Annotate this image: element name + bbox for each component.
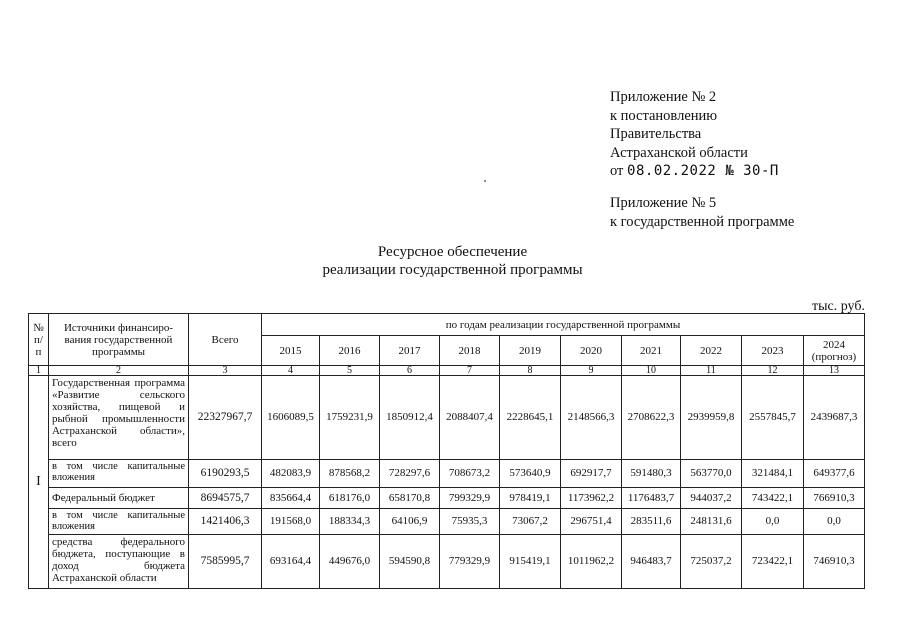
table-row [29, 376, 865, 460]
title-line: Ресурсное обеспечение [377, 244, 528, 260]
scan-speck [484, 180, 486, 182]
appendix-2-date-line [610, 162, 779, 181]
value-cell: 746910,3 [804, 535, 865, 589]
section-number: I [29, 376, 49, 589]
table-row [29, 488, 865, 509]
value-cell: 723422,1 [742, 535, 804, 589]
appendix-5-block [610, 194, 794, 231]
appendix-2-block [610, 88, 779, 181]
value-cell: 878568,2 [320, 460, 380, 488]
header-by-years: по годам реализации государственной программы [262, 314, 865, 336]
value-cell: 2708622,3 [622, 376, 681, 460]
resource-table [28, 313, 865, 589]
value-cell: 1176483,7 [622, 488, 681, 509]
col-number: 1 [29, 366, 49, 376]
value-cell: 1421406,3 [189, 509, 262, 535]
col-number: 4 [262, 366, 320, 376]
appendix-5-line: к государственной программе [610, 213, 795, 230]
units-label: тыс. руб. [812, 299, 865, 314]
appendix-2-line: Правительства [610, 126, 702, 142]
value-cell: 2557845,7 [742, 376, 804, 460]
value-cell: 743422,1 [742, 488, 804, 509]
value-cell: 7585995,7 [189, 535, 262, 589]
col-number: 9 [561, 366, 622, 376]
year-cell: 2017 [380, 336, 440, 366]
value-cell: 915419,1 [500, 535, 561, 589]
header-total: Всего [189, 314, 262, 366]
header-num: № п/п [29, 314, 49, 366]
appendix-2-line: Астраханской области [610, 144, 748, 161]
value-cell: 22327967,7 [189, 376, 262, 460]
row-label: Федеральный бюджет [49, 488, 189, 509]
value-cell: 978419,1 [500, 488, 561, 509]
col-number: 13 [804, 366, 865, 376]
value-cell: 0,0 [804, 509, 865, 535]
col-number: 11 [681, 366, 742, 376]
col-number: 7 [440, 366, 500, 376]
appendix-5-line: Приложение № 5 [610, 195, 717, 211]
appendix-2-line: к постановлению [610, 107, 718, 124]
row-label: средства федерального бюджета, поступающие в доход бюджета Астраханской области [49, 535, 189, 589]
value-cell: 946483,7 [622, 535, 681, 589]
value-cell: 779329,9 [440, 535, 500, 589]
value-cell: 188334,3 [320, 509, 380, 535]
year-cell: 2023 [742, 336, 804, 366]
year-cell: 2019 [500, 336, 561, 366]
title-line: реализации государственной программы [322, 262, 583, 278]
value-cell: 2939959,8 [681, 376, 742, 460]
value-cell: 6190293,5 [189, 460, 262, 488]
col-number: 3 [189, 366, 262, 376]
year-cell: 2018 [440, 336, 500, 366]
value-cell: 649377,6 [804, 460, 865, 488]
year-cell: 2024 (прогноз) [804, 336, 865, 366]
value-cell: 708673,2 [440, 460, 500, 488]
col-number: 2 [49, 366, 189, 376]
value-cell: 2228645,1 [500, 376, 561, 460]
value-cell: 563770,0 [681, 460, 742, 488]
col-number: 12 [742, 366, 804, 376]
year-cell: 2015 [262, 336, 320, 366]
header-sources: Источники финансиро-вания государственной программы [49, 314, 189, 366]
value-cell: 766910,3 [804, 488, 865, 509]
value-cell: 0,0 [742, 509, 804, 535]
value-cell: 1011962,2 [561, 535, 622, 589]
value-cell: 658170,8 [380, 488, 440, 509]
value-cell: 75935,3 [440, 509, 500, 535]
value-cell: 2088407,4 [440, 376, 500, 460]
value-cell: 1759231,9 [320, 376, 380, 460]
value-cell: 728297,6 [380, 460, 440, 488]
appendix-2-line: Приложение № 2 [610, 89, 717, 105]
col-number: 5 [320, 366, 380, 376]
value-cell: 693164,4 [262, 535, 320, 589]
resolution-date-number: 08.02.2022 № 30-П [627, 163, 779, 179]
value-cell: 8694575,7 [189, 488, 262, 509]
value-cell: 692917,7 [561, 460, 622, 488]
col-number: 6 [380, 366, 440, 376]
value-cell: 1606089,5 [262, 376, 320, 460]
value-cell: 191568,0 [262, 509, 320, 535]
value-cell: 573640,9 [500, 460, 561, 488]
value-cell: 296751,4 [561, 509, 622, 535]
table-row [29, 509, 865, 535]
value-cell: 482083,9 [262, 460, 320, 488]
year-cell: 2022 [681, 336, 742, 366]
value-cell: 1850912,4 [380, 376, 440, 460]
table-row [29, 535, 865, 589]
value-cell: 799329,9 [440, 488, 500, 509]
value-cell: 64106,9 [380, 509, 440, 535]
value-cell: 248131,6 [681, 509, 742, 535]
value-cell: 283511,6 [622, 509, 681, 535]
value-cell: 594590,8 [380, 535, 440, 589]
value-cell: 449676,0 [320, 535, 380, 589]
value-cell: 618176,0 [320, 488, 380, 509]
header-row [29, 314, 865, 336]
column-numbers-row [29, 366, 865, 376]
value-cell: 321484,1 [742, 460, 804, 488]
col-number: 8 [500, 366, 561, 376]
year-cell: 2016 [320, 336, 380, 366]
row-label: в том числе капитальные вложения [49, 509, 189, 535]
row-label: Государственная программа «Развитие сельского хозяйства, пищевой и рыбной промышленности Астраханской области», всего [49, 376, 189, 460]
col-number: 10 [622, 366, 681, 376]
row-label: в том числе капитальные вложения [49, 460, 189, 488]
year-cell: 2020 [561, 336, 622, 366]
value-cell: 944037,2 [681, 488, 742, 509]
document-title [0, 243, 905, 279]
year-cell: 2021 [622, 336, 681, 366]
value-cell: 1173962,2 [561, 488, 622, 509]
value-cell: 73067,2 [500, 509, 561, 535]
value-cell: 2148566,3 [561, 376, 622, 460]
value-cell: 725037,2 [681, 535, 742, 589]
value-cell: 591480,3 [622, 460, 681, 488]
date-prefix: от [610, 163, 624, 179]
table-row [29, 460, 865, 488]
value-cell: 835664,4 [262, 488, 320, 509]
value-cell: 2439687,3 [804, 376, 865, 460]
